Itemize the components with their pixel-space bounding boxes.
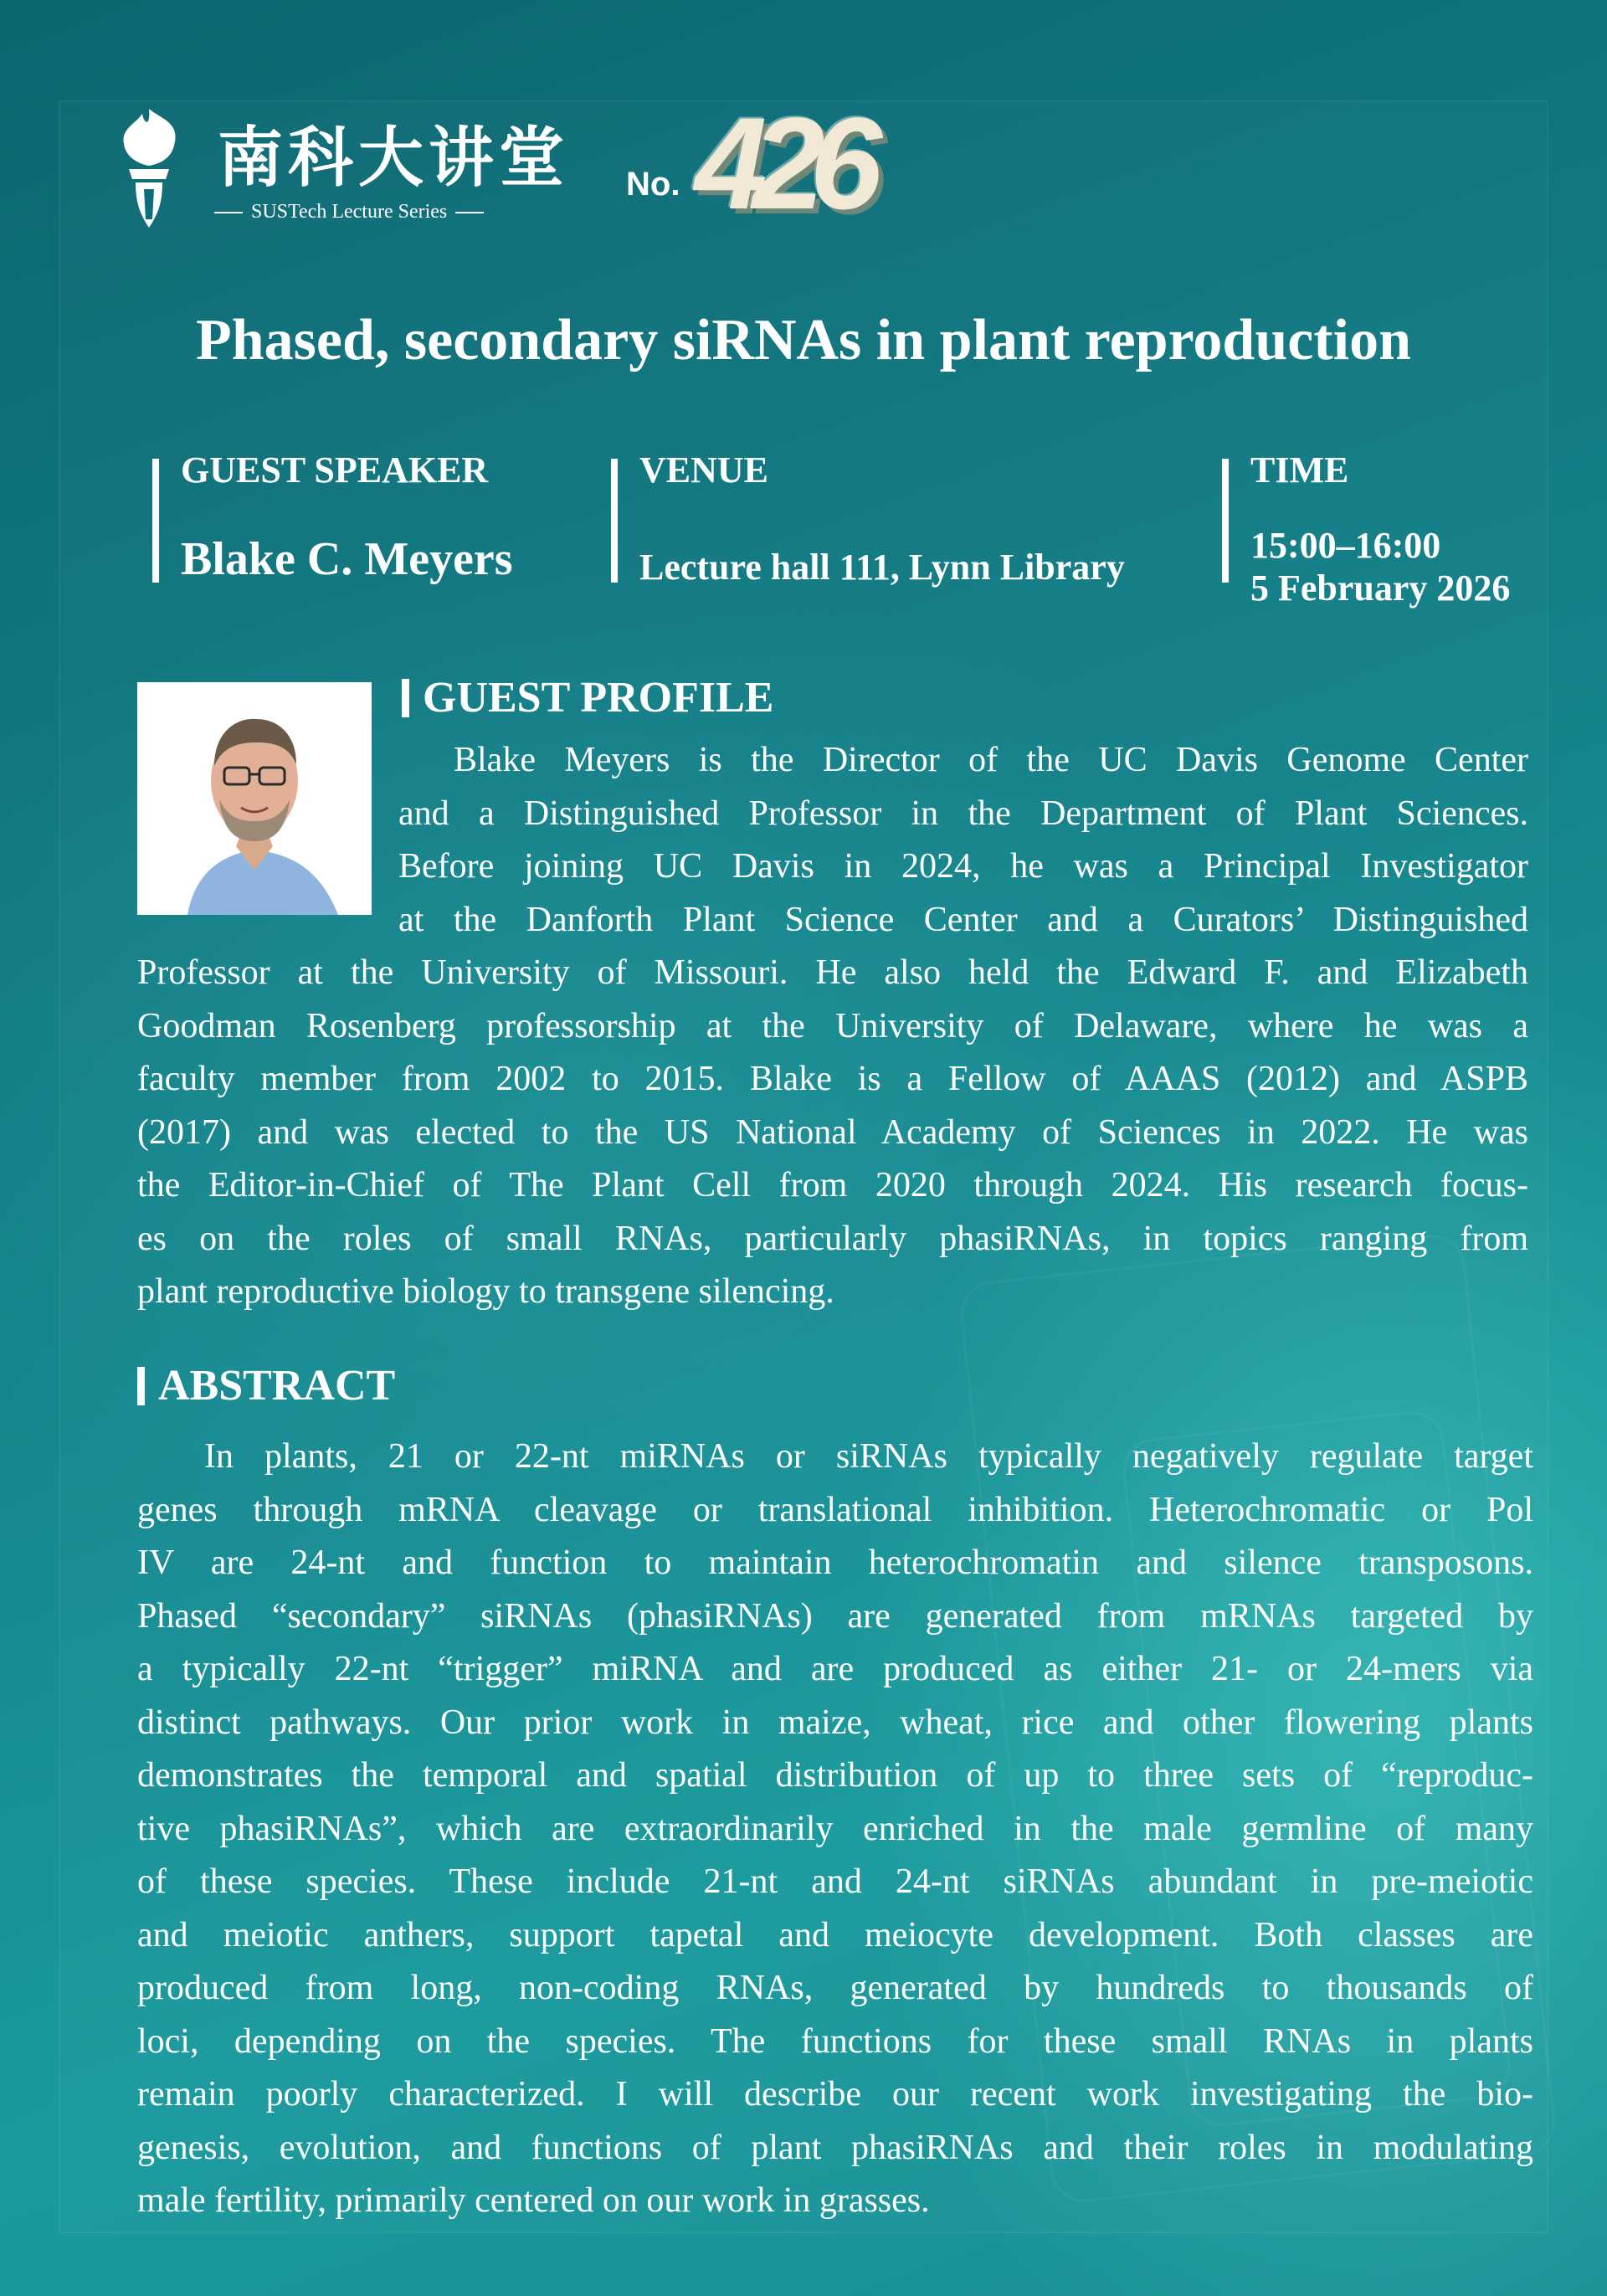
abstract-line: produced from long, non-coding RNAs, generated by hundreds to thousands of [137,1969,1533,2007]
profile-line: Blake Meyers is the Director of the UC Davis Genome Center [454,741,1528,779]
profile-line: Professor at the University of Missouri. He also held the Edward F. and Elizabeth [137,953,1528,992]
abstract-line: of these species. These include 21-nt and 24-nt siRNAs abundant in pre-meiotic [137,1862,1533,1901]
speaker-photo [137,682,372,915]
time-value: 15:00–16:00 [1250,525,1441,566]
profile-line: Goodman Rosenberg professorship at the University of Delaware, where he was a [137,1006,1528,1045]
abstract-line: a typically 22-nt “trigger” miRNA and are produced as either 21- or 24-mers via [137,1650,1533,1688]
abstract-line: distinct pathways. Our prior work in maize, wheat, rice and other flowering plants [137,1703,1533,1742]
time-label: TIME [1250,449,1349,491]
number-prefix: No. [626,166,680,203]
profile-heading [402,676,773,720]
logo-rule-right [455,212,484,213]
abstract-line: genesis, evolution, and functions of plant phasiRNAs and their roles in modulating [137,2128,1533,2167]
profile-line: faculty member from 2002 to 2015. Blake is a Fellow of AAAS (2012) and ASPB [137,1060,1528,1098]
abstract-line: genes through mRNA cleavage or translational inhibition. Heterochromatic or Pol [137,1490,1533,1529]
profile-line: (2017) and was elected to the US National Academy of Sciences in 2022. He was [137,1112,1528,1152]
profile-heading-text: GUEST PROFILE [423,674,774,722]
profile-line: at the Danforth Plant Science Center and a Curators’ Distinguished [398,900,1528,939]
venue-value: Lecture hall 111, Lynn Library [639,547,1125,588]
profile-line: the Editor-in-Chief of The Plant Cell from 2020 through 2024. His research focus- [137,1166,1528,1205]
column-bar [611,459,618,583]
abstract-line: male fertility, primarily centered on our work in grasses. [137,2181,930,2220]
torch-logo-icon [110,102,187,236]
profile-line: plant reproductive biology to transgene silencing. [137,1272,834,1311]
abstract-line: tive phasiRNAs”, which are extraordinarily enriched in the male germline of many [137,1809,1533,1848]
venue-label: VENUE [639,449,769,491]
venue-column [611,449,1125,588]
lecture-number: 426 [695,91,868,237]
logo-english-text [214,201,484,223]
speaker-portrait-icon [137,682,372,915]
abstract-text [137,1431,1533,2228]
abstract-line: remain poorly characterized. I will describe our recent work investigating the bio- [137,2075,1533,2114]
page-title: Phased, secondary siRNAs in plant reproduction [195,308,1412,372]
column-bar [152,459,159,583]
profile-line: and a Distinguished Professor in the Department of Plant Sciences. [398,794,1528,833]
heading-mark [402,679,409,717]
date-value: 5 February 2026 [1250,568,1511,609]
logo-subtitle: SUSTech Lecture Series [251,201,448,223]
abstract-line: IV are 24-nt and function to maintain heterochromatin and silence transposons. [137,1544,1533,1582]
logo-rule-left [214,212,243,213]
heading-mark [137,1367,145,1405]
abstract-line: demonstrates the temporal and spatial distribution of up to three sets of “reproduc- [137,1756,1533,1795]
speaker-label: GUEST SPEAKER [181,449,489,491]
time-column [1222,449,1511,609]
abstract-heading-text: ABSTRACT [158,1362,396,1410]
profile-line: Before joining UC Davis in 2024, he was a Principal Investigator [398,847,1528,886]
abstract-line: and meiotic anthers, support tapetal and meiocyte development. Both classes are [137,1915,1533,1954]
column-bar [1222,459,1229,583]
speaker-name: Blake C. Meyers [181,533,513,585]
speaker-column [152,449,513,586]
logo-chinese-text: 南科大讲堂 [218,121,570,196]
abstract-heading [137,1364,395,1408]
abstract-line: Phased “secondary” siRNAs (phasiRNAs) are generated from mRNAs targeted by [137,1596,1533,1636]
profile-line: es on the roles of small RNAs, particularly phasiRNAs, in topics ranging from [137,1219,1528,1258]
abstract-line: loci, depending on the species. The functions for these small RNAs in plants [137,2021,1533,2061]
profile-text-wrapped [398,734,1528,947]
abstract-line: In plants, 21 or 22-nt miRNAs or siRNAs typically negatively regulate target [204,1437,1533,1476]
profile-text-full [137,947,1528,1319]
